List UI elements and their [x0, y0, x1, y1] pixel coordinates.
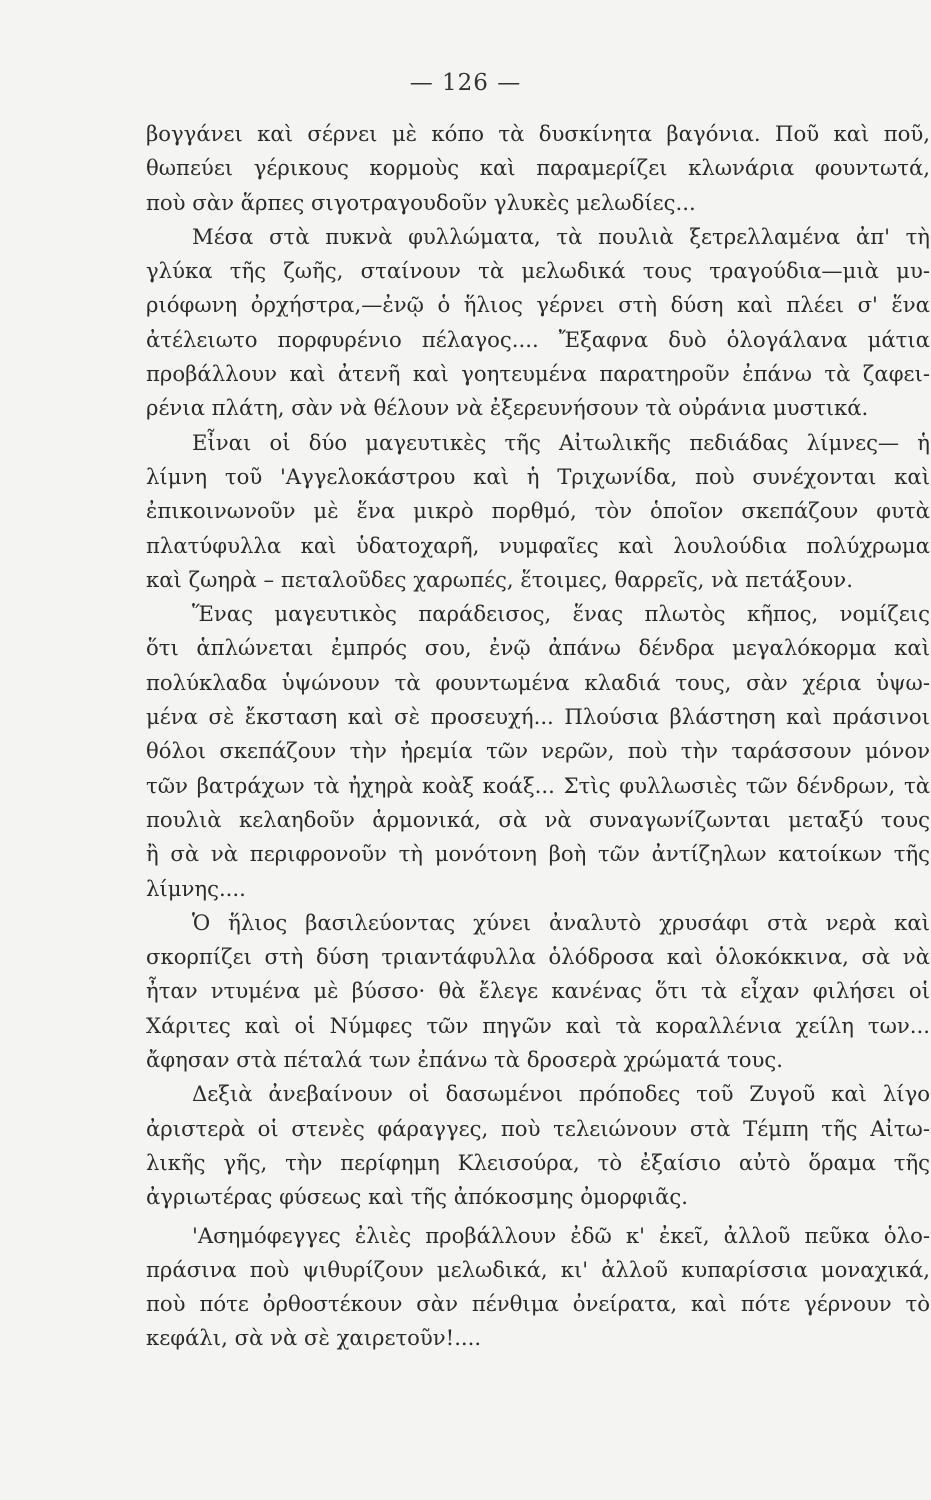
text-line: Ὁ ἥλιος βασιλεύοντας χύνει ἀναλυτὸ χρυσάφι στὰ νερὰ καὶ — [192, 909, 930, 935]
text-line: ρένια πλάτη, σὰν νὰ θέλουν νὰ ἐξερευνήσουν τὰ οὐράνια μυστικά. — [146, 395, 869, 421]
text-line: πλατύφυλλα καὶ ὑδατοχαρῆ, νυμφαῖες καὶ λουλούδια πολύχρωμα — [146, 532, 930, 558]
text-line: πολύκλαδα ὑψώνουν τὰ φουντωμένα κλαδιά τους, σὰν χέρια ὑψω- — [146, 669, 930, 695]
paragraph-6 — [146, 1077, 930, 1214]
text-line: Μέσα στὰ πυκνὰ φυλλώματα, τὰ πουλιὰ ξετρελλαμένα ἀπ' τὴ — [192, 223, 930, 249]
text-line: προβάλλουν καὶ ἀτενῆ καὶ γοητευμένα παρατηροῦν ἐπάνω τὰ ζαφει- — [146, 361, 930, 387]
text-line: κεφάλι, σὰ νὰ σὲ χαιρετοῦν!.... — [146, 1325, 482, 1351]
text-line: τῶν βατράχων τὰ ἠχηρὰ κοὰξ κοάξ... Στὶς φυλλωσιὲς τῶν δένδρων, τὰ — [146, 772, 930, 798]
text-line: ποὺ σὰν ἅρπες σιγοτραγουδοῦν γλυκὲς μελωδίες... — [146, 189, 696, 215]
text-line: γλύκα τῆς ζωῆς, σταίνουν τὰ μελωδικά τους τραγούδια—μιὰ μυ- — [146, 258, 930, 284]
text-line: ἀτέλειωτο πορφυρένιο πέλαγος.... Ἔξαφνα δυὸ ὁλογάλανα μάτια — [146, 326, 930, 352]
text-line: ἄφησαν στὰ πέταλά των ἐπάνω τὰ δροσερὰ χρώματά τους. — [146, 1047, 784, 1073]
text-line: Χάριτες καὶ οἱ Νύμφες τῶν πηγῶν καὶ τὰ κοραλλένια χείλη των... — [146, 1012, 930, 1038]
paragraph-4 — [146, 597, 930, 906]
text-line: πουλιὰ κελαηδοῦν ἁρμονικά, σὰ νὰ συναγωνίζωνται μεταξύ τους — [146, 806, 930, 832]
paragraph-3 — [146, 426, 930, 597]
text-line: μένα σὲ ἔκσταση καὶ σὲ προσευχή... Πλούσια βλάστηση καὶ πράσινοι — [146, 704, 930, 730]
paragraph-1 — [146, 117, 930, 220]
text-line: ποὺ πότε ὀρθοστέκουν σὰν πένθιμα ὀνείρατα, καὶ πότε γέρνουν τὸ — [146, 1291, 930, 1317]
text-line: ριόφωνη ὀρχήστρα,—ἐνῷ ὁ ἥλιος γέρνει στὴ δύση καὶ πλέει σ' ἕνα — [146, 292, 930, 318]
body-text — [146, 117, 930, 1356]
text-line: καὶ ζωηρὰ – πεταλοῦδες χαρωπές, ἕτοιμες, θαρρεῖς, νὰ πετάξουν. — [146, 566, 853, 592]
text-line: Δεξιὰ ἀνεβαίνουν οἱ δασωμένοι πρόποδες τοῦ Ζυγοῦ καὶ λίγο — [192, 1081, 930, 1107]
text-line: ἀγριωτέρας φύσεως καὶ τῆς ἀπόκοσμης ὀμορφιᾶς. — [146, 1184, 689, 1210]
page-number: — 126 — — [409, 70, 522, 96]
text-line: λικῆς γῆς, τὴν περίφημη Κλεισούρα, τὸ ἐξαίσιο αὐτὸ ὅραμα τῆς — [146, 1149, 930, 1175]
text-line: Ἕνας μαγευτικὸς παράδεισος, ἕνας πλωτὸς κῆπος, νομίζεις — [192, 601, 930, 627]
paragraph-2 — [146, 220, 930, 426]
paragraph-7 — [146, 1219, 930, 1356]
text-line: ἢ σὰ νὰ περιφρονοῦν τὴ μονότονη βοὴ τῶν ἀντίζηλων κατοίκων τῆς — [146, 841, 930, 867]
text-line: θωπεύει γέρικους κορμοὺς καὶ παραμερίζει κλωνάρια φουντωτά, — [146, 155, 930, 181]
text-line: θόλοι σκεπάζουν τὴν ἠρεμία τῶν νερῶν, ποὺ τὴν ταράσσουν μόνον — [146, 738, 930, 764]
text-line: πράσινα ποὺ ψιθυρίζουν μελωδικά, κι' ἀλλοῦ κυπαρίσσια μοναχικά, — [146, 1256, 930, 1282]
text-line: ἦταν ντυμένα μὲ βύσσο· θὰ ἔλεγε κανένας ὅτι τὰ εἶχαν φιλήσει οἱ — [146, 978, 930, 1004]
text-line: Εἶναι οἱ δύο μαγευτικὲς τῆς Αἰτωλικῆς πεδιάδας λίμνες— ἡ — [192, 429, 930, 455]
paragraph-5 — [146, 906, 930, 1077]
text-line: ὅτι ἁπλώνεται ἐμπρός σου, ἐνῷ ἀπάνω δένδρα μεγαλόκορμα καὶ — [146, 635, 930, 661]
text-line: βογγάνει καὶ σέρνει μὲ κόπο τὰ δυσκίνητα βαγόνια. Ποῦ καὶ ποῦ, — [146, 121, 930, 146]
text-line: λίμνης.... — [146, 875, 246, 901]
text-line: ἀριστερὰ οἱ στενὲς φάραγγες, ποὺ τελειώνουν στὰ Τέμπη τῆς Αἰτω- — [146, 1115, 930, 1141]
text-line: λίμνη τοῦ 'Αγγελοκάστρου καὶ ἡ Τριχωνίδα, ποὺ συνέχονται καὶ — [146, 463, 930, 489]
text-line: σκορπίζει στὴ δύση τριαντάφυλλα ὁλόδροσα καὶ ὁλοκόκκινα, σὰ νὰ — [146, 944, 930, 970]
text-line: ἐπικοινωνοῦν μὲ ἕνα μικρὸ πορθμό, τὸν ὁποῖον σκεπάζουν φυτὰ — [146, 498, 930, 524]
text-line: 'Ασημόφεγγες ἐλιὲς προβάλλουν ἐδῶ κ' ἐκεῖ, ἀλλοῦ πεῦκα ὁλο- — [192, 1222, 930, 1248]
